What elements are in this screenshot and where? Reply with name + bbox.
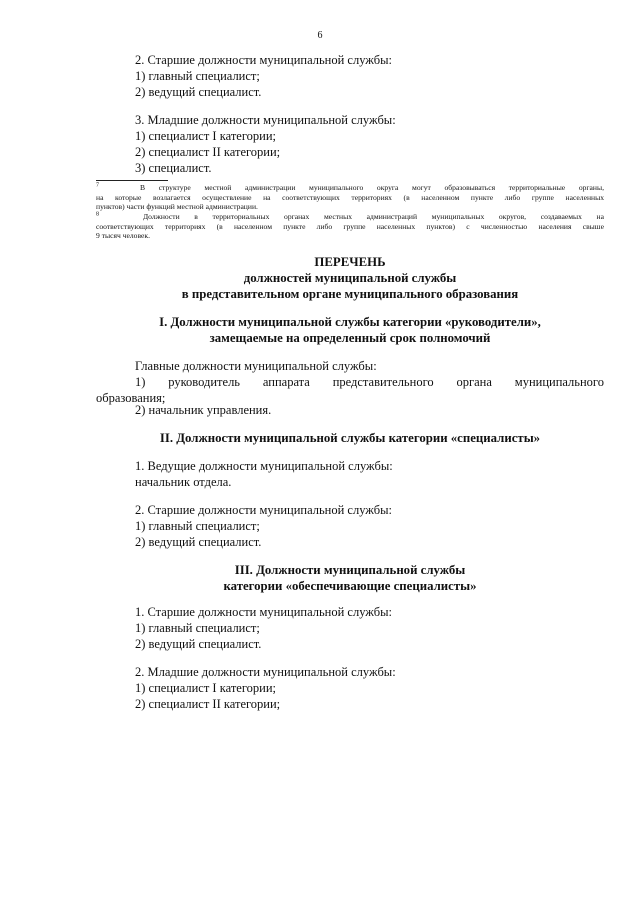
section-1-heading: I. Должности муниципальной службы категории «руководители», <box>159 315 541 329</box>
list-item: 2) ведущий специалист. <box>135 535 262 549</box>
list-item: 1) главный специалист; <box>135 69 260 83</box>
junior-positions-heading: 2. Младшие должности муниципальной службы: <box>135 665 396 679</box>
section-1-heading: замещаемые на определенный срок полномочий <box>209 331 491 345</box>
senior-positions-heading: 2. Старшие должности муниципальной службы: <box>135 53 393 67</box>
list-item: 2) ведущий специалист. <box>135 637 262 651</box>
list-item-text: 1) руководитель аппарата представительного органа муниципального <box>135 375 604 389</box>
footnote-8 <box>96 212 604 241</box>
list-item: 2) специалист II категории; <box>135 145 281 159</box>
list-item: 2) ведущий специалист. <box>135 85 262 99</box>
footnote-marker: 8 <box>96 211 99 218</box>
footnote-text: соответствующих территориях (в населенном пункте либо группе населенных пунктов) с численностью населения свыше <box>96 221 604 231</box>
list-item: 3) специалист. <box>135 161 212 175</box>
junior-positions-heading: 3. Младшие должности муниципальной службы: <box>135 113 396 127</box>
list-item: 1) главный специалист; <box>135 519 260 533</box>
list-item: 1) главный специалист; <box>135 621 260 635</box>
list-item: 2) начальник управления. <box>135 403 272 417</box>
page-number: 6 <box>317 30 323 41</box>
document-subtitle: должностей муниципальной службы <box>243 271 457 285</box>
section-2-heading: II. Должности муниципальной службы категории «специалисты» <box>159 431 541 445</box>
lead-positions-heading: 1. Ведущие должности муниципальной службы: <box>135 459 393 473</box>
list-item: 1) специалист I категории; <box>135 681 276 695</box>
footnote-text: на которые возлагается осуществление на соответствующих территориях (в населенном пункте либо группе населенных <box>96 192 604 202</box>
footnote-divider <box>96 180 168 181</box>
footnote-text: 9 тысяч человек. <box>96 231 150 240</box>
footnote-text: пунктов) части функций местной администрации. <box>96 202 258 211</box>
section-3-heading: III. Должности муниципальной службы <box>234 563 466 577</box>
list-item-text: образования; <box>96 391 166 405</box>
document-title: ПЕРЕЧЕНЬ <box>314 255 386 269</box>
footnote-7 <box>96 183 604 212</box>
footnote-marker: 7 <box>96 182 99 189</box>
main-positions-heading: Главные должности муниципальной службы: <box>135 359 377 373</box>
section-3-heading: категории «обеспечивающие специалисты» <box>223 579 477 593</box>
list-item: начальник отдела. <box>135 475 232 489</box>
list-item: 1) специалист I категории; <box>135 129 276 143</box>
footnote-text: Должности в территориальных органах местных администраций муниципальных округов, создаваемых на <box>142 212 604 221</box>
footnote-text: В структуре местной администрации муниципального округа могут образовываться территориальные органы, <box>139 183 604 192</box>
senior-positions-heading: 2. Старшие должности муниципальной службы: <box>135 503 393 517</box>
senior-positions-heading: 1. Старшие должности муниципальной службы: <box>135 605 393 619</box>
document-subtitle: в представительном органе муниципального образования <box>181 287 519 301</box>
list-item: 2) специалист II категории; <box>135 697 281 711</box>
